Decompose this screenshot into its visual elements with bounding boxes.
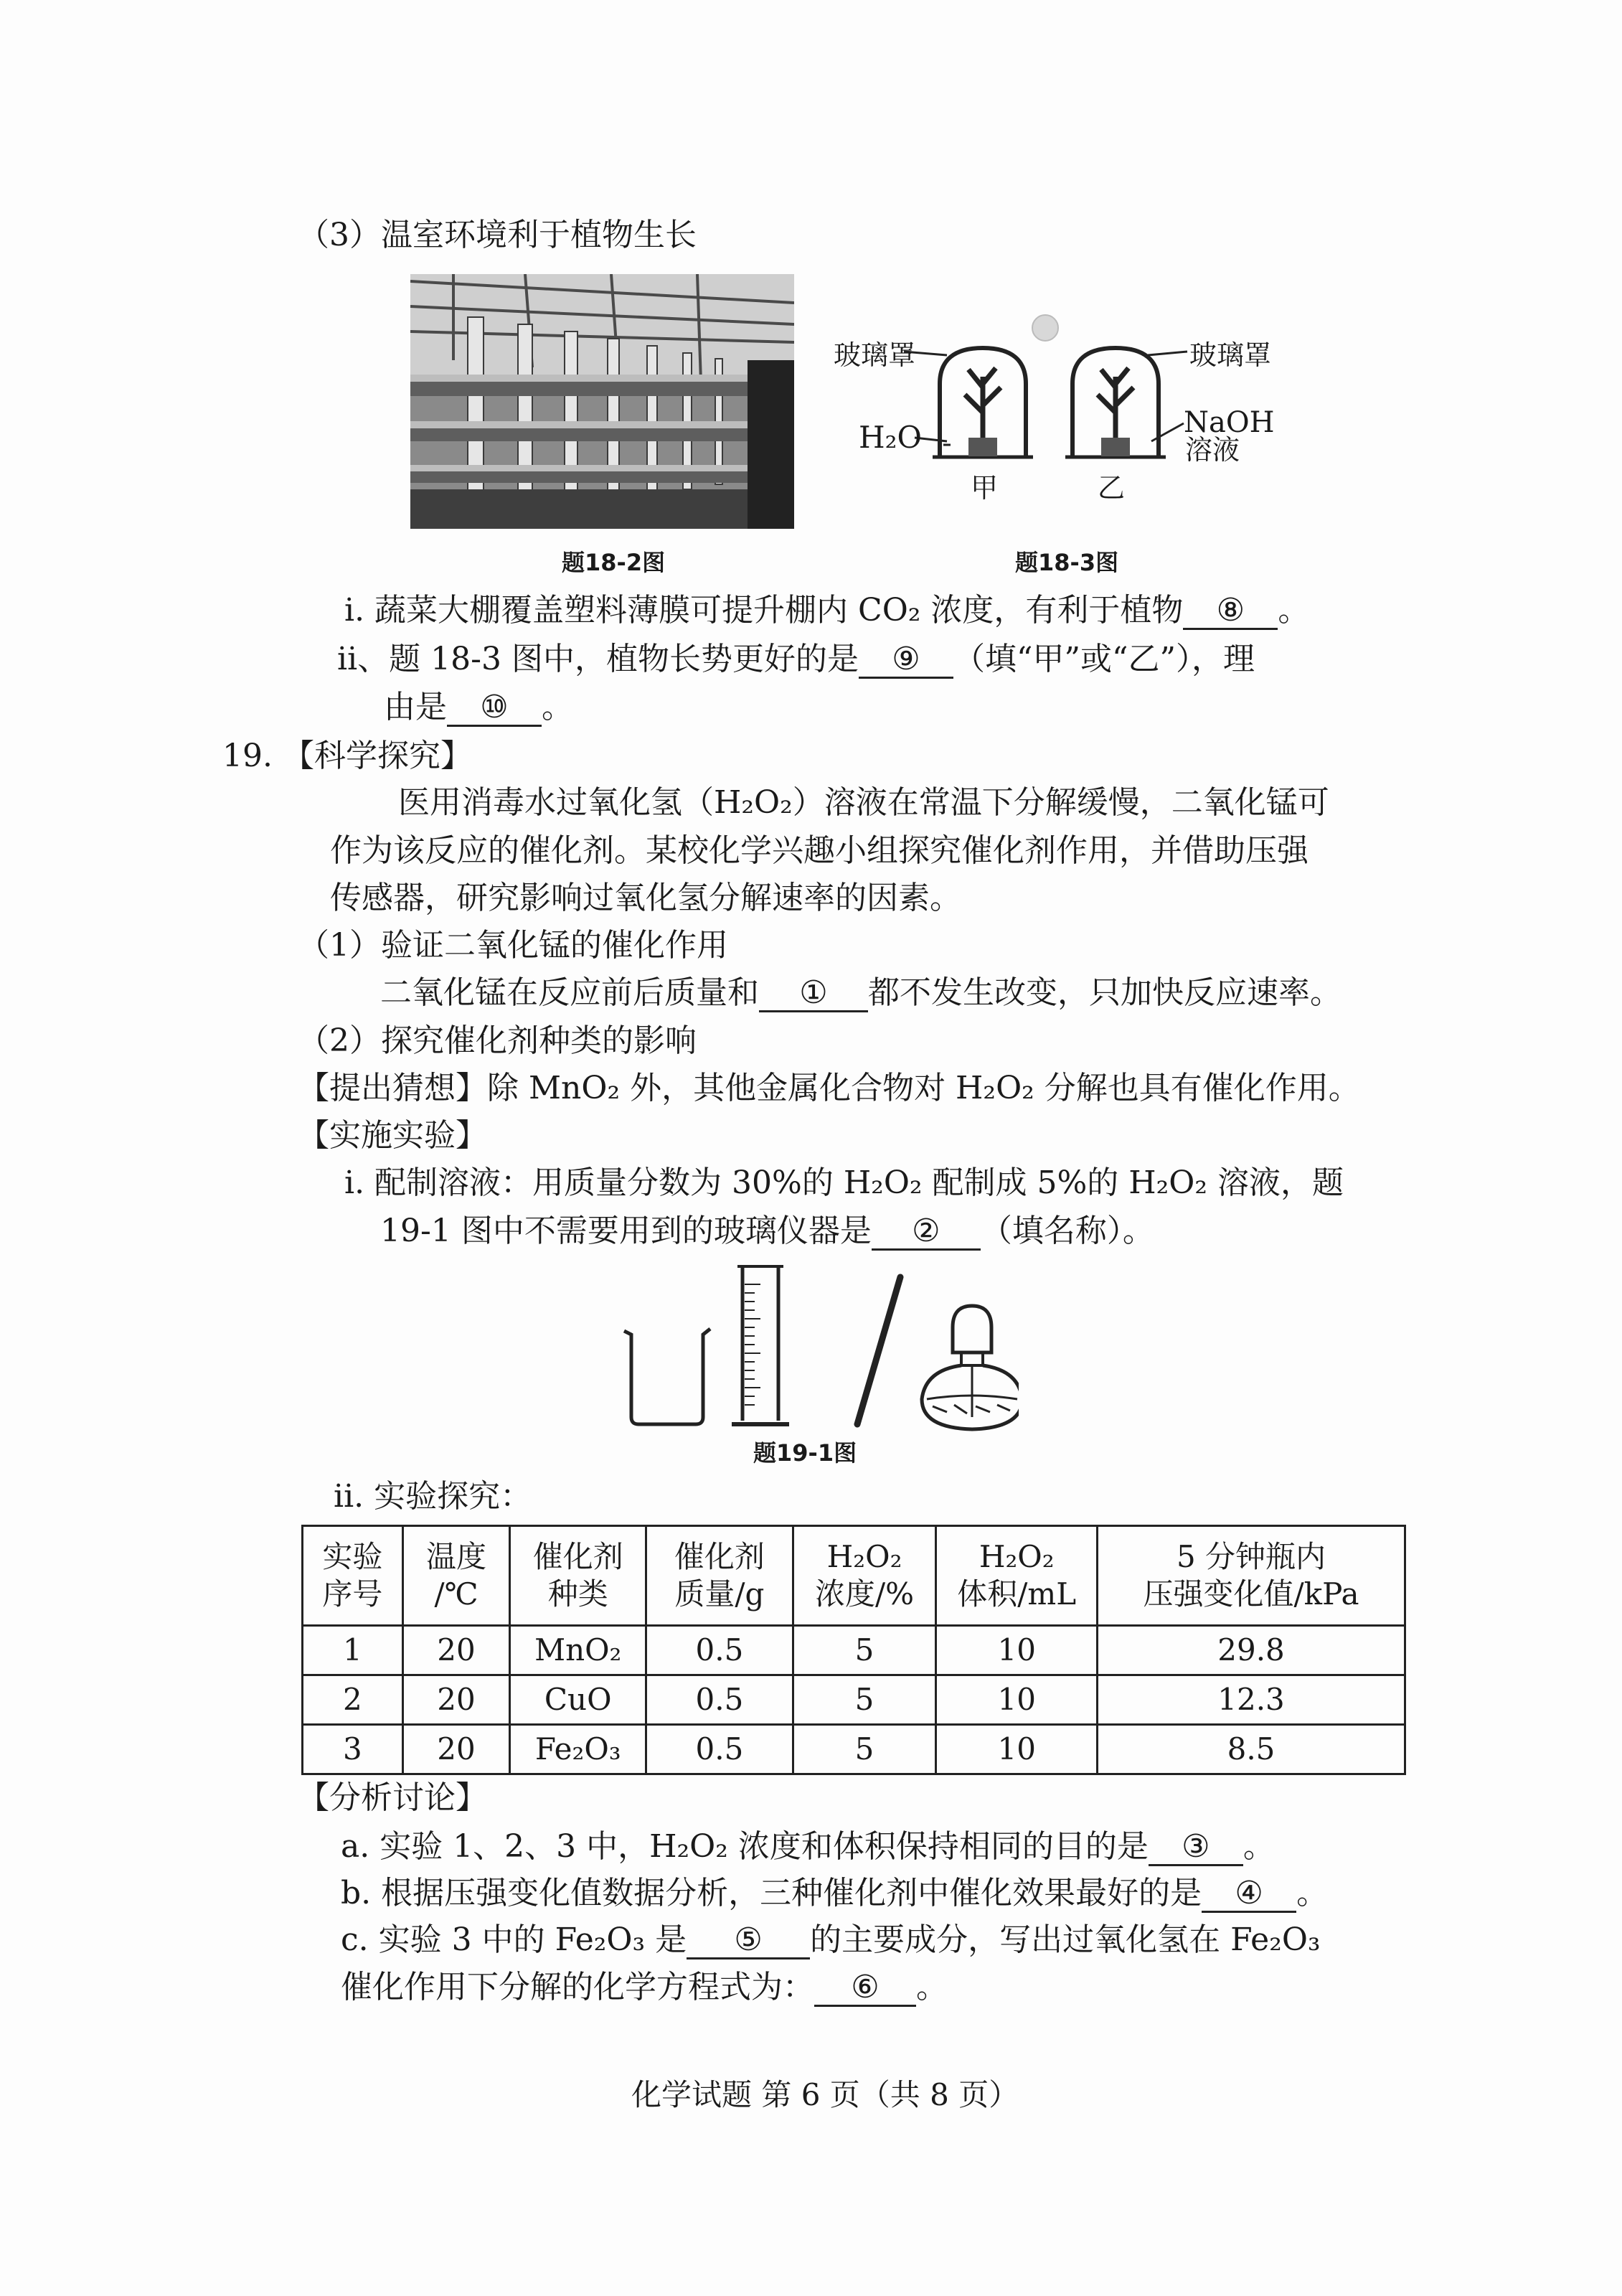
alcohol-lamp-icon <box>922 1306 1019 1429</box>
q19-intro-line-1: 医用消毒水过氧化氢（H₂O₂）溶液在常温下分解缓慢，二氧化锰可 <box>398 784 1329 821</box>
table-cell: CuO <box>510 1675 646 1725</box>
table-cell: 12.3 <box>1098 1675 1405 1725</box>
part-1-title: （1）验证二氧化锰的催化作用 <box>298 927 728 964</box>
graduated-cylinder-icon <box>732 1266 789 1424</box>
hypothesis: 【提出猜想】除 MnO₂ 外，其他金属化合物对 H₂O₂ 分解也具有催化作用。 <box>298 1070 1360 1106</box>
photo-caption: 题18-2图 <box>562 549 666 576</box>
answer-blank-4[interactable]: ④ <box>1202 1876 1296 1913</box>
table-cell: 29.8 <box>1098 1626 1405 1675</box>
analysis-a: a. 实验 1、2、3 中，H₂O₂ 浓度和体积保持相同的目的是 ③ 。 <box>341 1828 1275 1866</box>
experiment-title: 【实施实验】 <box>298 1117 487 1154</box>
answer-blank-6[interactable]: ⑥ <box>814 1970 916 2007</box>
table-cell: 10 <box>936 1675 1098 1725</box>
answer-blank-10[interactable]: ⑩ <box>447 690 542 727</box>
header-cell: 温度 /℃ <box>402 1526 510 1626</box>
question-18-3-i: ⅰ. 蔬菜大棚覆盖塑料薄膜可提升棚内 CO₂ 浓度，有利于植物 ⑧ 。 <box>344 592 1309 630</box>
analysis-title: 【分析讨论】 <box>298 1779 487 1816</box>
table-cell: MnO₂ <box>510 1626 646 1675</box>
question-18-3-ii-reason: 由是 ⑩ 。 <box>384 689 573 727</box>
table-cell: 20 <box>402 1626 510 1675</box>
table-header-row <box>303 1526 1405 1626</box>
right-jar-name: 乙 <box>1098 472 1126 504</box>
q19-intro-line-3: 传感器，研究影响过氧化氢分解速率的因素。 <box>330 880 961 916</box>
table-cell: 0.5 <box>646 1626 793 1675</box>
figure-19-1-caption: 题19-1图 <box>753 1439 857 1467</box>
table-row <box>303 1675 1405 1725</box>
table-cell: 20 <box>402 1725 510 1774</box>
table-cell: Fe₂O₃ <box>510 1725 646 1774</box>
left-jar-label: 玻璃罩 <box>834 339 916 371</box>
section-3-heading: （3）温室环境利于植物生长 <box>298 217 697 253</box>
table-cell: 5 <box>793 1725 936 1774</box>
table-cell: 8.5 <box>1098 1725 1405 1774</box>
table-cell: 0.5 <box>646 1725 793 1774</box>
table-row <box>303 1725 1405 1774</box>
table-cell: 1 <box>303 1626 403 1675</box>
table-cell: 5 <box>793 1626 936 1675</box>
glass-rod-icon <box>857 1277 900 1424</box>
header-cell: H₂O₂ 浓度/% <box>793 1526 936 1626</box>
greenhouse-photo <box>410 274 794 529</box>
table-cell: 20 <box>402 1675 510 1725</box>
header-cell: 5 分钟瓶内 压强变化值/kPa <box>1098 1526 1405 1626</box>
analysis-b: b. 根据压强变化值数据分析，三种催化剂中催化效果最好的是 ④ 。 <box>341 1875 1328 1913</box>
right-liquid-label-2: 溶液 <box>1185 434 1240 466</box>
sun-icon <box>1032 315 1058 341</box>
header-cell: 实验 序号 <box>303 1526 403 1626</box>
analysis-c-line-2: 催化作用下分解的化学方程式为： ⑥ 。 <box>341 1969 948 2007</box>
experiment-table <box>301 1525 1406 1775</box>
table-cell: 0.5 <box>646 1675 793 1725</box>
header-cell: H₂O₂ 体积/mL <box>936 1526 1098 1626</box>
q19-intro-line-2: 作为该反应的催化剂。某校化学兴趣小组探究催化剂作用，并借助压强 <box>330 832 1309 869</box>
table-cell: 3 <box>303 1725 403 1774</box>
question-18-3-ii: ⅱ、题 18-3 图中，植物长势更好的是 ⑨ （填“甲”或“乙”），理 <box>337 641 1255 679</box>
table-cell: 10 <box>936 1725 1098 1774</box>
answer-blank-5[interactable]: ⑤ <box>687 1923 810 1959</box>
left-liquid-label: H₂O <box>859 420 922 455</box>
header-cell: 催化剂 种类 <box>510 1526 646 1626</box>
answer-blank-3[interactable]: ③ <box>1149 1830 1243 1866</box>
right-liquid-label-1: NaOH <box>1184 406 1275 439</box>
right-jar-label: 玻璃罩 <box>1189 339 1272 371</box>
experiment-ii: ii. 实验探究： <box>334 1478 532 1515</box>
part-1-question: 二氧化锰在反应前后质量和 ① 都不发生改变，只加快反应速率。 <box>380 974 1342 1012</box>
answer-blank-2[interactable]: ② <box>872 1214 981 1251</box>
experiment-i-line-1: i. 配制溶液：用质量分数为 30%的 H₂O₂ 配制成 5%的 H₂O₂ 溶液，题 <box>344 1165 1344 1201</box>
table-cell: 10 <box>936 1626 1098 1675</box>
q19-heading: 19. 【科学探究】 <box>222 738 472 774</box>
greenhouse-photo-image <box>410 274 794 529</box>
bell-caption: 题18-3图 <box>1015 549 1119 576</box>
left-jar-name: 甲 <box>971 472 999 504</box>
glassware-figure <box>617 1263 1019 1435</box>
header-cell: 催化剂 质量/g <box>646 1526 793 1626</box>
table-row <box>303 1626 1405 1675</box>
page-footer: 化学试题 第 6 页（共 8 页） <box>631 2077 1019 2112</box>
answer-blank-8[interactable]: ⑧ <box>1183 593 1278 630</box>
table-cell: 2 <box>303 1675 403 1725</box>
table-cell: 5 <box>793 1675 936 1725</box>
beaker-icon <box>624 1329 710 1424</box>
answer-blank-1[interactable]: ① <box>759 976 868 1012</box>
analysis-c-line-1: c. 实验 3 中的 Fe₂O₃ 是 ⑤ 的主要成分，写出过氧化氢在 Fe₂O₃ <box>341 1921 1321 1959</box>
answer-blank-9[interactable]: ⑨ <box>859 642 953 679</box>
experiment-i-line-2: 19-1 图中不需要用到的玻璃仪器是 ② （填名称）。 <box>380 1213 1154 1251</box>
part-2-title: （2）探究催化剂种类的影响 <box>298 1022 697 1059</box>
